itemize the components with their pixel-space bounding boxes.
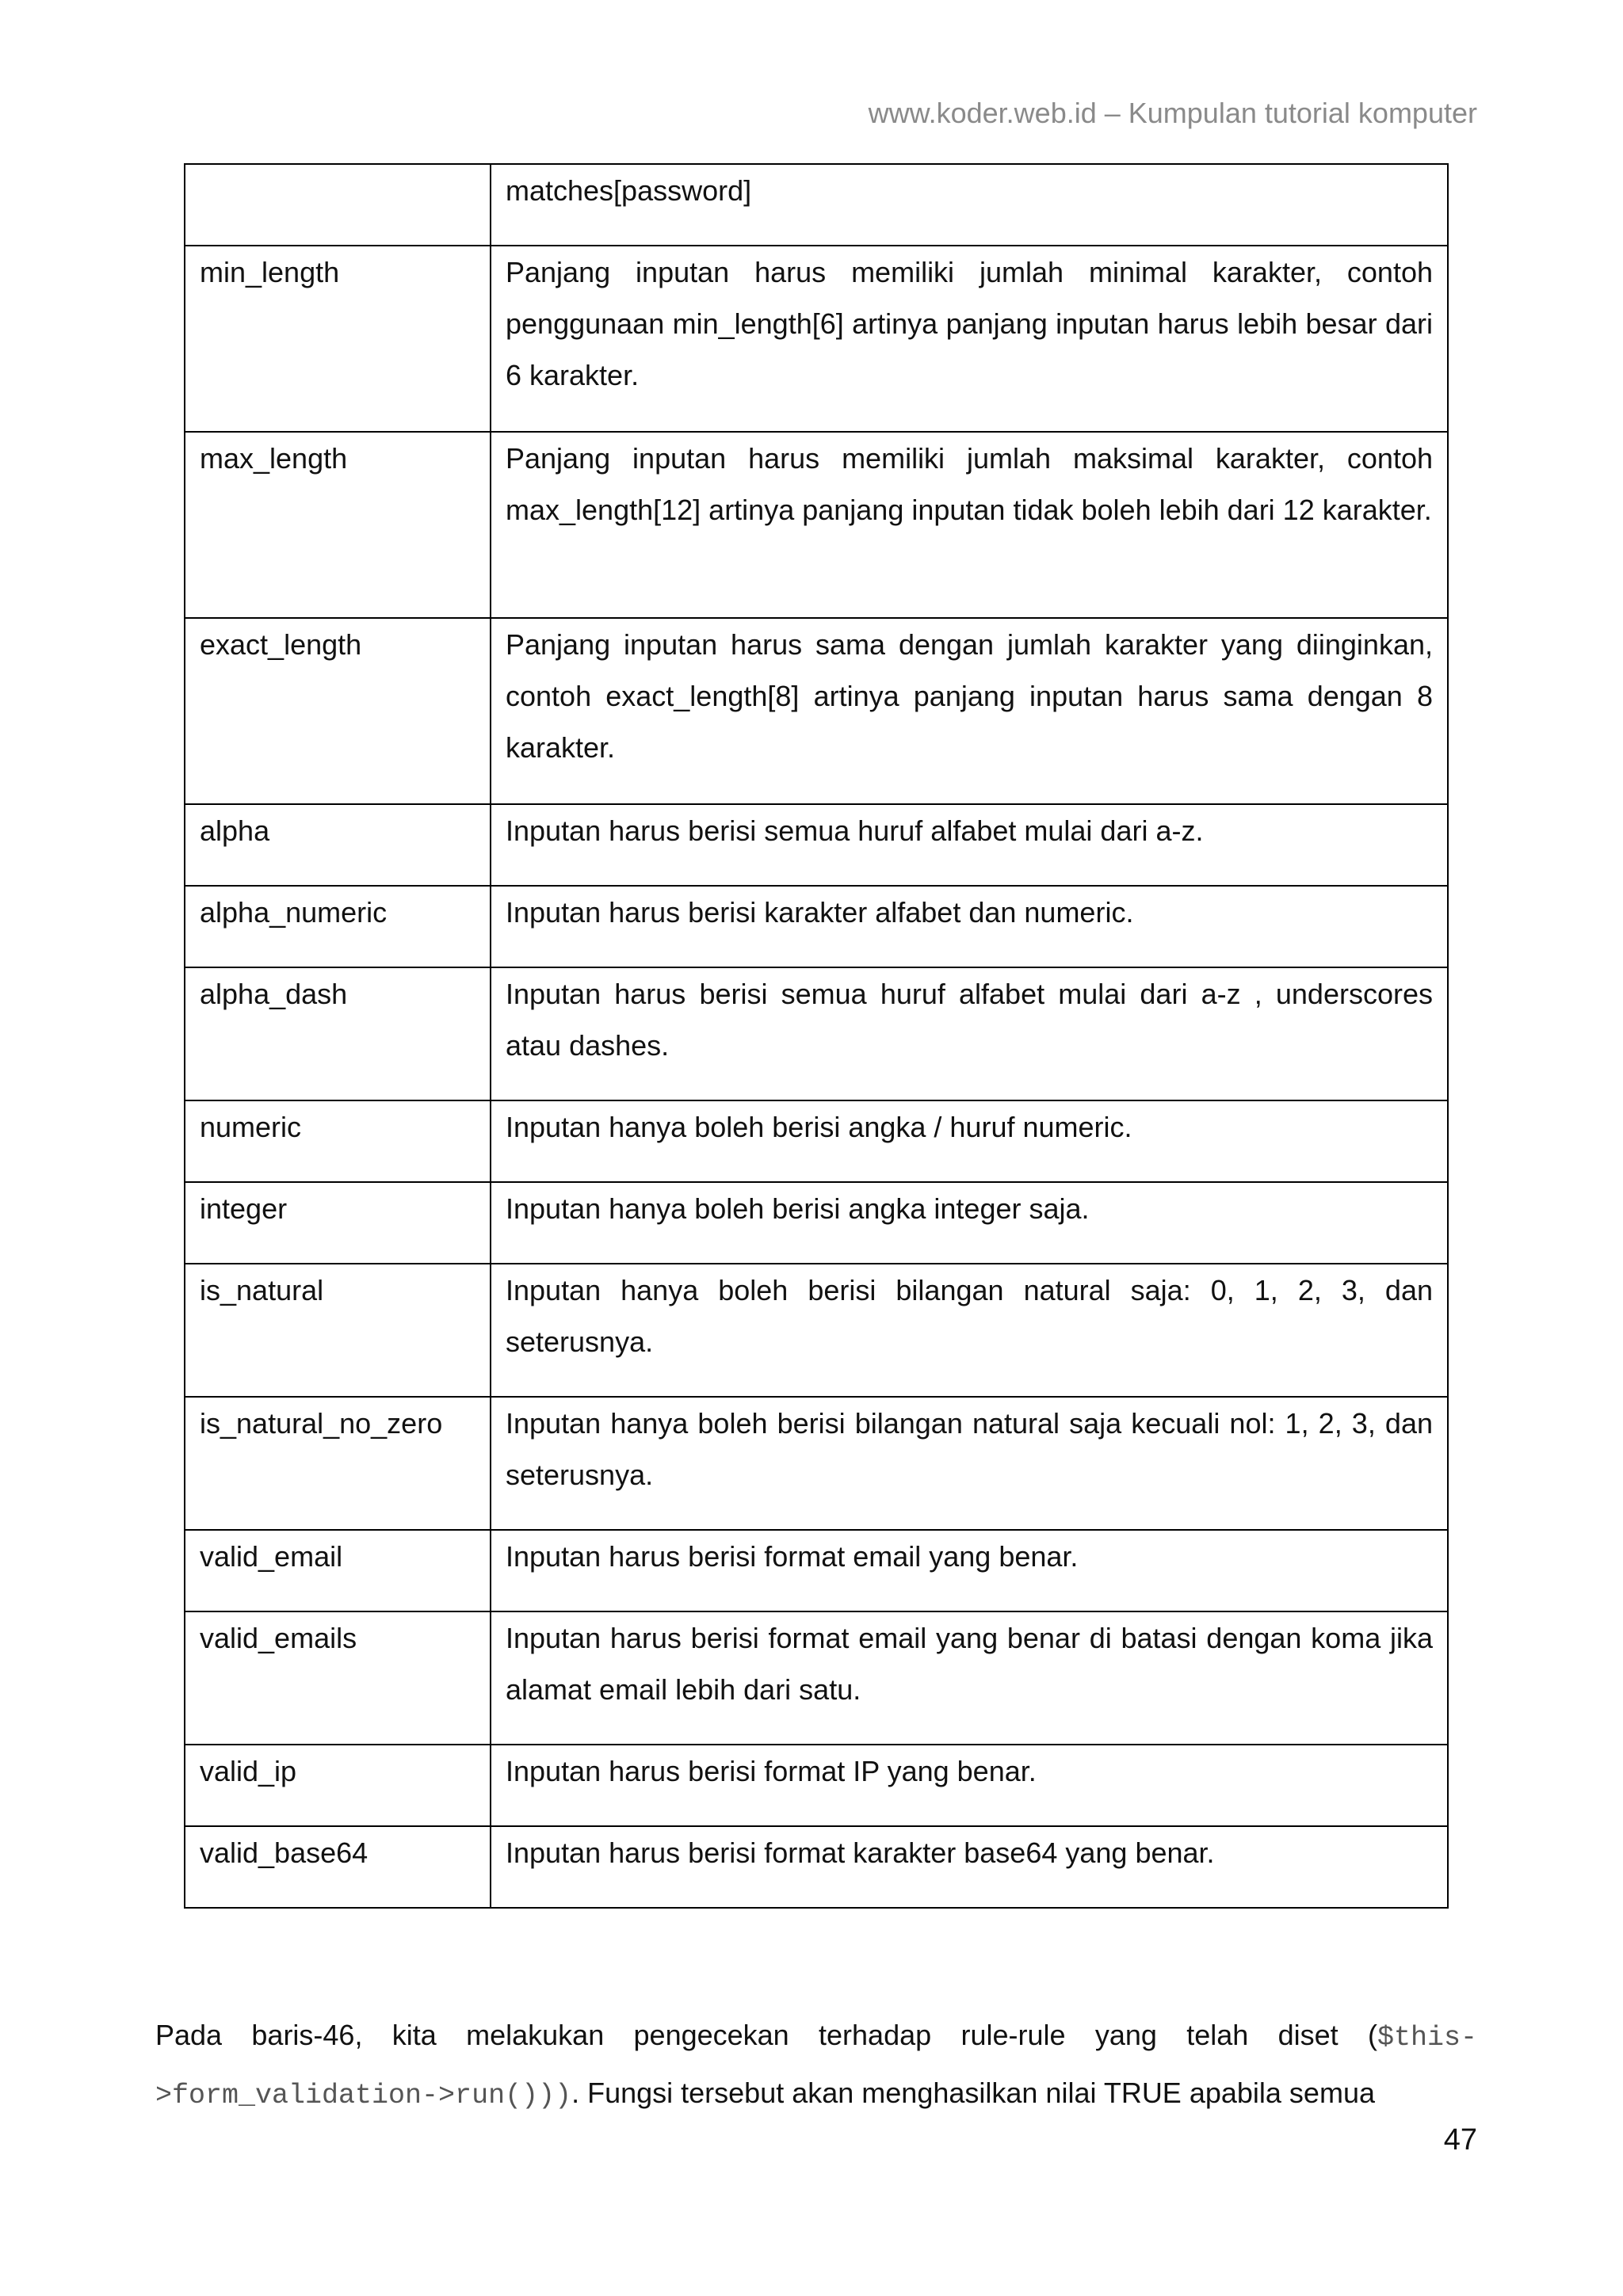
table-row xyxy=(185,1530,1448,1611)
rule-name-cell: valid_emails xyxy=(185,1611,491,1745)
table-row xyxy=(185,1745,1448,1826)
table-row xyxy=(185,1397,1448,1530)
rule-name-cell: max_length xyxy=(185,432,491,618)
rule-name-cell: numeric xyxy=(185,1100,491,1182)
rule-description-cell: Panjang inputan harus memiliki jumlah minimal karakter, contoh penggunaan min_length[6] artinya panjang inputan harus lebih besar dari 6 karakter. xyxy=(491,246,1448,432)
paragraph-text-before: Pada baris-46, kita melakukan pengecekan terhadap rule-rule yang telah diset ( xyxy=(155,2019,1377,2051)
page-header: www.koder.web.id – Kumpulan tutorial komputer xyxy=(868,97,1477,129)
rule-name-cell: alpha_dash xyxy=(185,967,491,1100)
rule-name-cell: valid_email xyxy=(185,1530,491,1611)
table-row xyxy=(185,246,1448,432)
table-row xyxy=(185,886,1448,967)
table-row xyxy=(185,1100,1448,1182)
rule-description-cell: Inputan harus berisi format IP yang benar. xyxy=(491,1745,1448,1826)
rule-name-cell: valid_ip xyxy=(185,1745,491,1826)
table-row xyxy=(185,432,1448,618)
rule-description-cell: matches[password] xyxy=(491,164,1448,246)
rule-name-cell: exact_length xyxy=(185,618,491,804)
table-row xyxy=(185,1611,1448,1745)
rule-description-cell: Inputan harus berisi format email yang benar di batasi dengan koma jika alamat email lebih dari satu. xyxy=(491,1611,1448,1745)
rule-description-cell: Inputan harus berisi format email yang benar. xyxy=(491,1530,1448,1611)
rule-description-cell: Inputan harus berisi semua huruf alfabet mulai dari a-z. xyxy=(491,804,1448,886)
paragraph-text-after: . Fungsi tersebut akan menghasilkan nilai TRUE apabila semua xyxy=(571,2077,1375,2109)
rule-description-cell: Inputan harus berisi semua huruf alfabet mulai dari a-z , underscores atau dashes. xyxy=(491,967,1448,1100)
table-row xyxy=(185,804,1448,886)
rule-name-cell: integer xyxy=(185,1182,491,1264)
rule-name-cell: min_length xyxy=(185,246,491,432)
rule-name-cell: is_natural xyxy=(185,1264,491,1397)
rule-description-cell: Inputan hanya boleh berisi angka / huruf numeric. xyxy=(491,1100,1448,1182)
rule-description-cell: Inputan hanya boleh berisi bilangan natural saja: 0, 1, 2, 3, dan seterusnya. xyxy=(491,1264,1448,1397)
rule-description-cell: Panjang inputan harus memiliki jumlah maksimal karakter, contoh max_length[12] artinya panjang inputan tidak boleh lebih dari 12 karakter. xyxy=(491,432,1448,618)
rule-name-cell: valid_base64 xyxy=(185,1826,491,1908)
rule-description-cell: Panjang inputan harus sama dengan jumlah karakter yang diinginkan, contoh exact_length[8] artinya panjang inputan harus sama dengan 8 karakter. xyxy=(491,618,1448,804)
table-row xyxy=(185,1264,1448,1397)
rule-name-cell: is_natural_no_zero xyxy=(185,1397,491,1530)
rule-description-cell: Inputan hanya boleh berisi angka integer saja. xyxy=(491,1182,1448,1264)
rule-description-cell: Inputan hanya boleh berisi bilangan natural saja kecuali nol: 1, 2, 3, dan seterusnya. xyxy=(491,1397,1448,1530)
table-row xyxy=(185,1182,1448,1264)
page-number: 47 xyxy=(1443,2123,1477,2157)
rule-name-cell: alpha_numeric xyxy=(185,886,491,967)
rule-description-cell: Inputan harus berisi format karakter base64 yang benar. xyxy=(491,1826,1448,1908)
body-paragraph xyxy=(155,2008,1477,2123)
inline-code: $this->form_validation->run())) xyxy=(155,2022,1477,2111)
table-row xyxy=(185,618,1448,804)
validation-rules-table xyxy=(184,163,1449,1909)
table-row xyxy=(185,1826,1448,1908)
rule-name-cell: alpha xyxy=(185,804,491,886)
table-row xyxy=(185,967,1448,1100)
rule-name-cell xyxy=(185,164,491,246)
table-row xyxy=(185,164,1448,246)
rule-description-cell: Inputan harus berisi karakter alfabet dan numeric. xyxy=(491,886,1448,967)
